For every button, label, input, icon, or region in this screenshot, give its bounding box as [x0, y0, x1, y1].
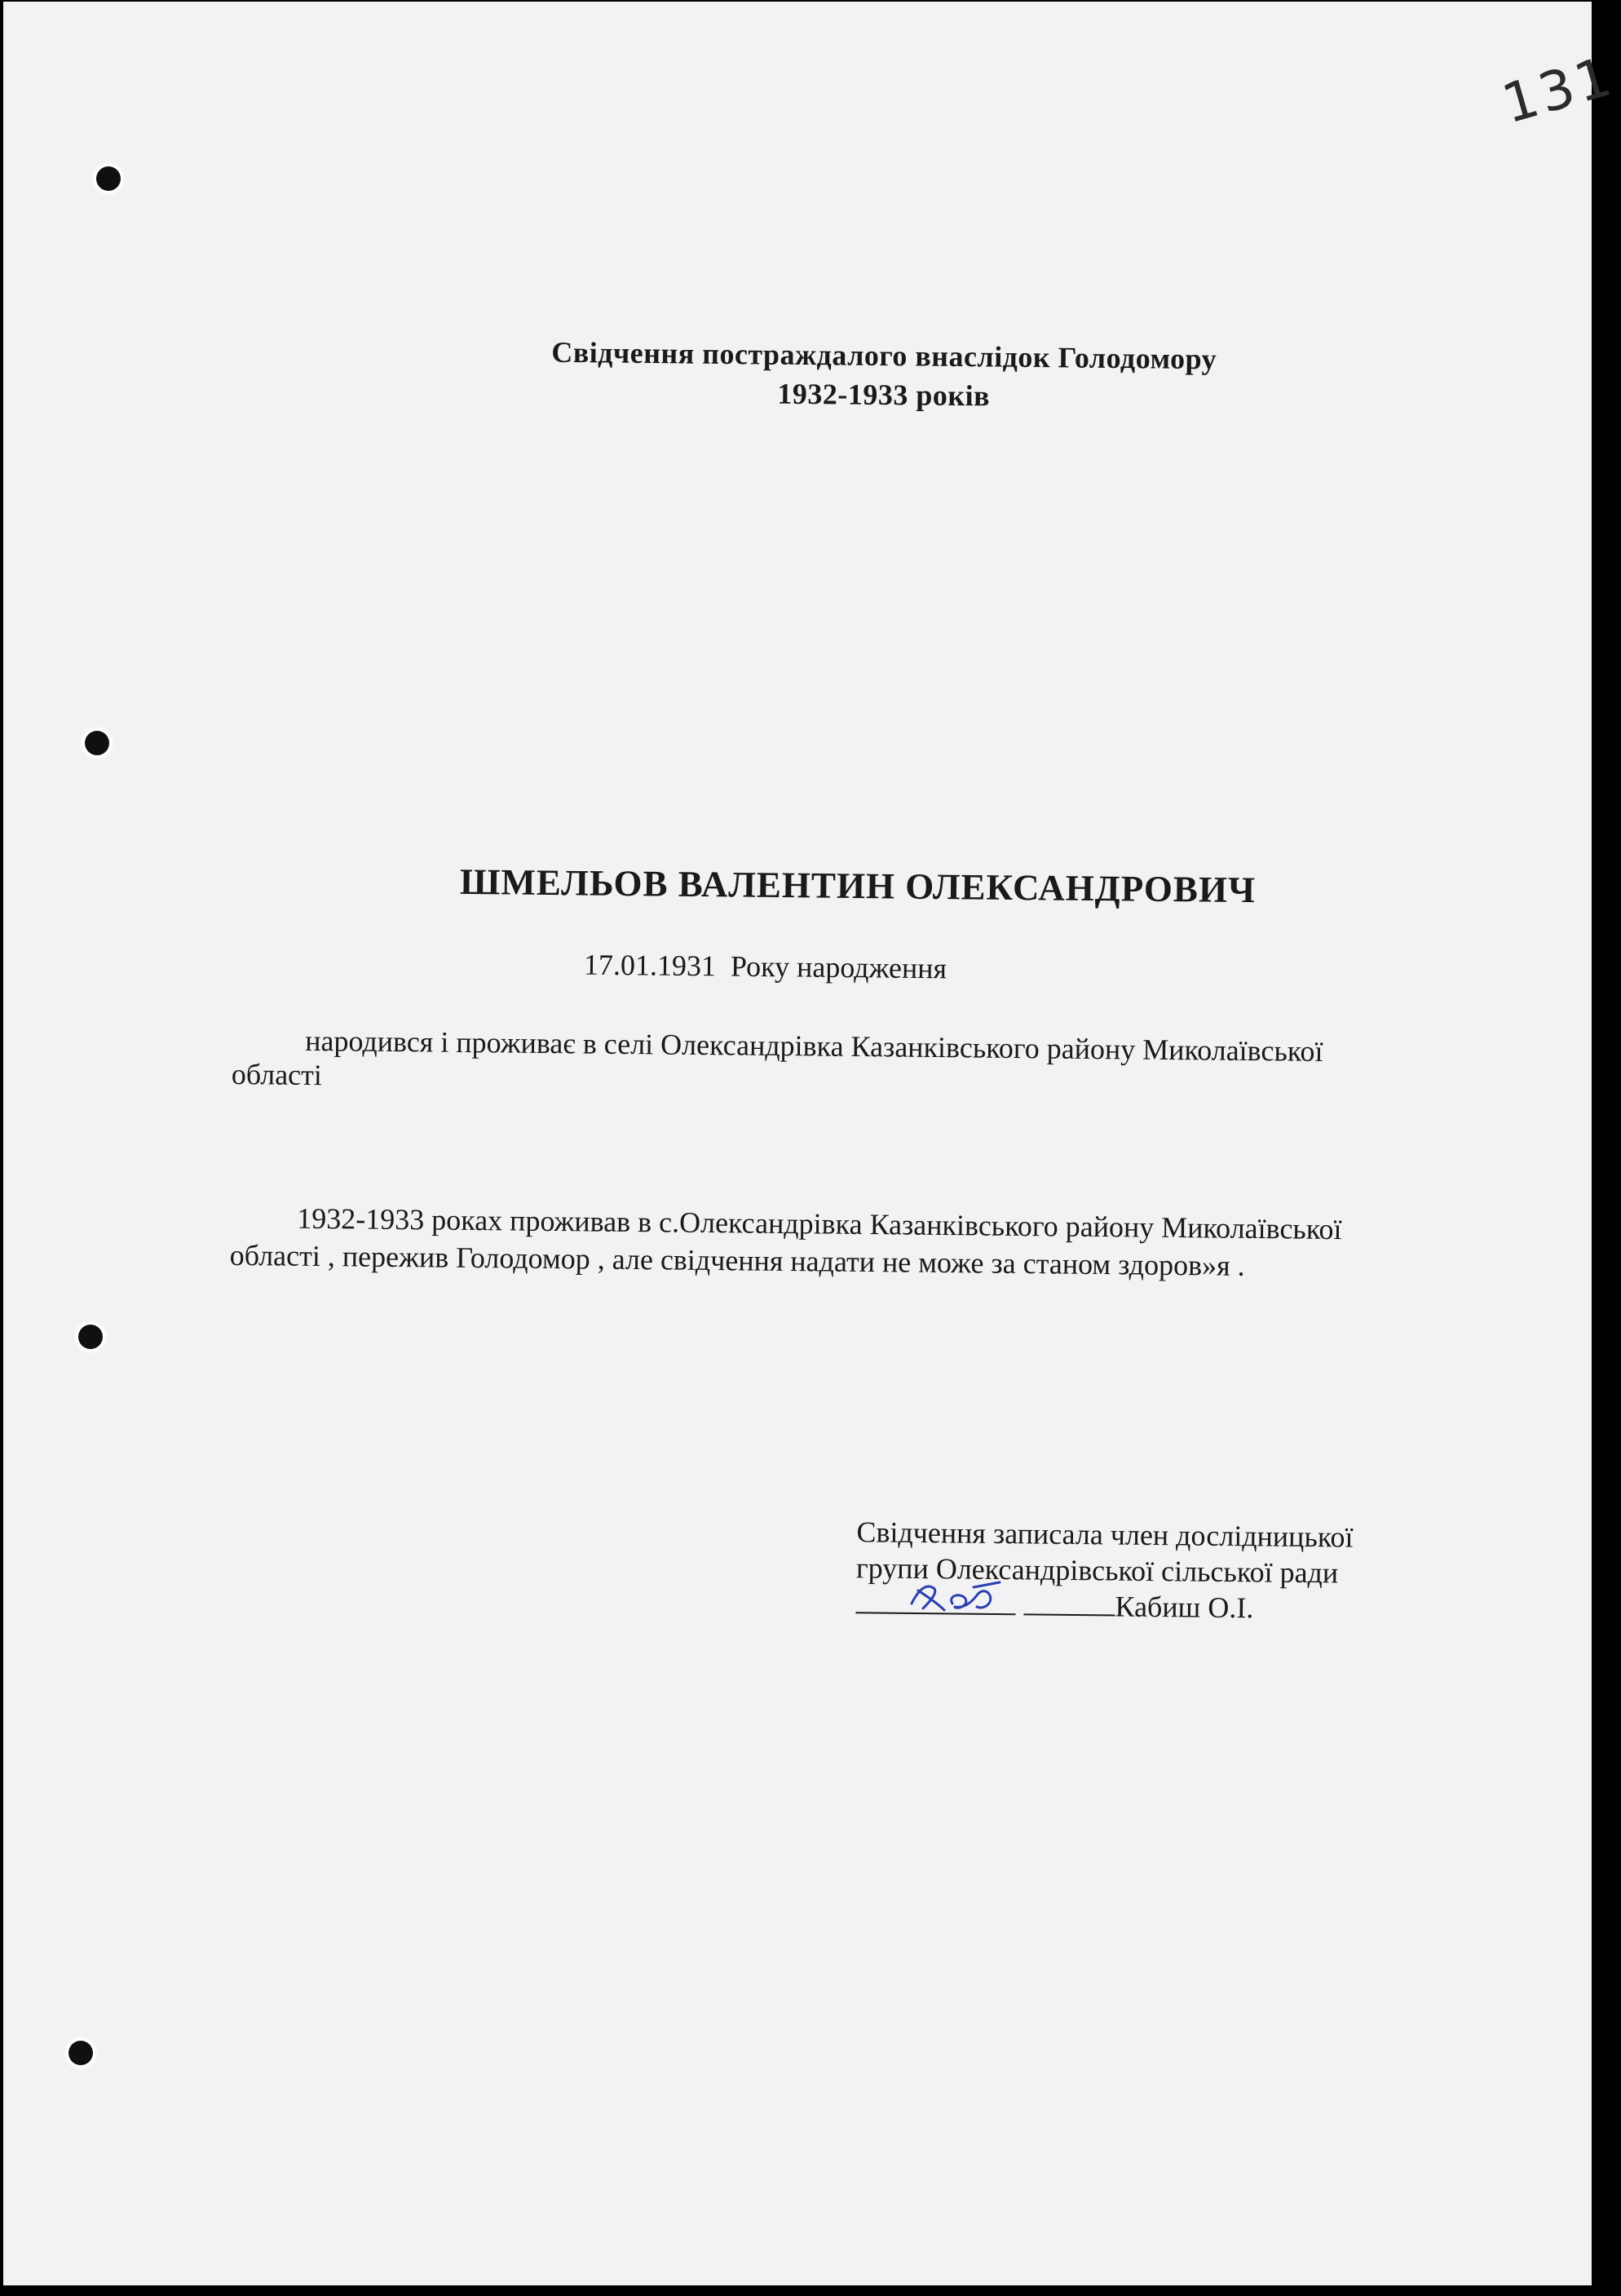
birth-info: [584, 948, 947, 986]
residence-line-1: народився і проживає в селі Олександрівка Казанківського району Миколаївської: [305, 1024, 1323, 1068]
title-line-1: Свідчення постраждалого внаслідок Голодомору: [551, 335, 1217, 376]
birth-date: 17.01.1931: [583, 948, 717, 983]
punch-hole: [78, 1325, 103, 1349]
document-title: [427, 331, 1341, 419]
recorder-line-1: Свідчення записала член дослідницької: [856, 1515, 1354, 1554]
birth-label: Року народження: [730, 949, 947, 985]
punch-hole: [85, 731, 109, 755]
residence-paragraph: [232, 1023, 1488, 1104]
punch-hole: [96, 166, 121, 191]
person-name: ШМЕЛЬОВ ВАЛЕНТИН ОЛЕКСАНДРОВИЧ: [459, 860, 1257, 911]
signature-underline: [1023, 1589, 1115, 1616]
handwritten-signature: [895, 1571, 1018, 1623]
title-line-2: 1932-1933 років: [777, 377, 991, 413]
testimony-line-1: 1932-1933 роках проживав в с.Олександрівка Казанківського району Миколаївської: [297, 1201, 1342, 1246]
recorder-name: Кабиш О.І.: [1115, 1590, 1254, 1625]
document-page: [3, 2, 1621, 2285]
handwritten-page-number: 131: [1495, 44, 1621, 136]
residence-line-2: області: [231, 1057, 323, 1092]
testimony-paragraph: [230, 1199, 1503, 1287]
testimony-line-2: області , пережив Голодомор , але свідчення надати не може за станом здоров»я .: [229, 1238, 1245, 1282]
punch-hole: [68, 2041, 93, 2065]
recorder-line-2: групи Олександрівської сільської ради: [855, 1551, 1339, 1590]
